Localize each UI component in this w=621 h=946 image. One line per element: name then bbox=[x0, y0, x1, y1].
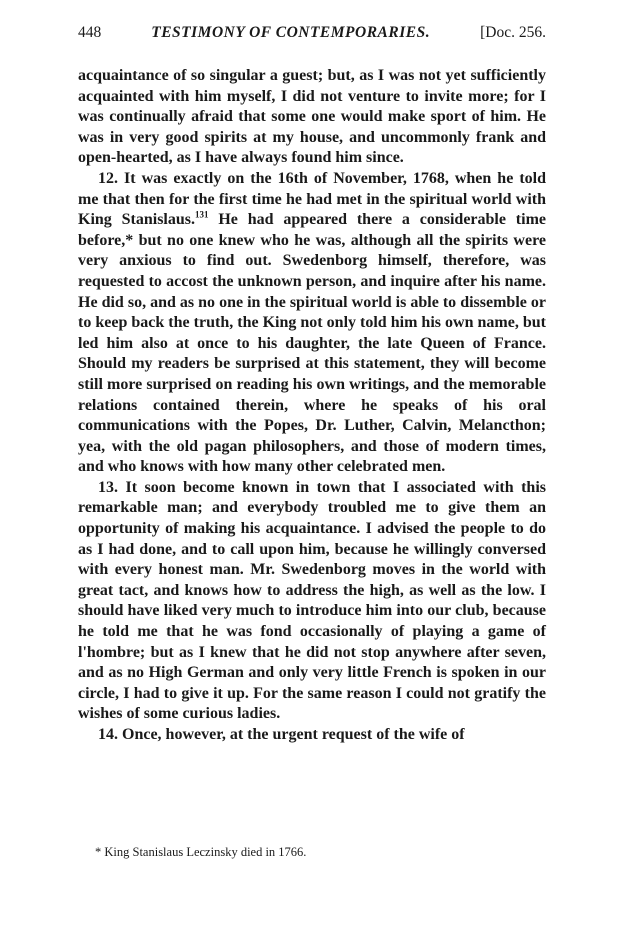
paragraph-12-text-after: He had appeared there a considerable time before,* but no one knew who he was, although all the spirits were very anxious to find out. Swedenborg himself, therefore, was requested to accost the unknown person, and inquire after his name. He did so, and as no one in the spiritual world is able to dissemble or to keep back the truth, the King not only told him his own name, but led him also at once to his daughter, the late Queen of France. Should my readers be surprised at this statement, they will become still more surprised on reading his own writings, and the memorable relations contained therein, where he speaks of his oral communications with the Popes, Dr. Luther, Calvin, Melancthon; yea, with the old pagan philosophers, and those of modern times, and who knows with how many other celebrated men. bbox=[78, 211, 546, 476]
paragraph-12-text-before: 12. It was exactly on the 16th of November, 1768, when he told me that then for the first time he had met in the spiritual world with King Stanislaus. bbox=[78, 169, 546, 229]
running-header bbox=[78, 24, 546, 46]
paragraph-12 bbox=[78, 169, 546, 478]
paragraph-continuation: acquaintance of so singular a guest; but, as I was not yet sufficiently acquainted with him myself, I did not venture to invite more; for I was continually afraid that some one would make sport of him. He was in very good spirits at my house, and uncommonly frank and open-hearted, as I have always found him since. bbox=[78, 67, 546, 167]
running-title: TESTIMONY OF CONTEMPORARIES. bbox=[151, 24, 431, 41]
paragraph-13: 13. It soon become known in town that I associated with this remarkable man; and everybody troubled me to give them an opportunity of making his acquaintance. I advised the people to do as I had done, and to call upon him, because he willingly conversed with every honest man. Mr. Swedenborg moves in the world with great tact, and knows how to address the high, as well as the low. I should have liked very much to introduce him into our club, because he told me that he was fond occasionally of playing a game of l'hombre; but as I knew that he did not stop anywhere after seven, and as no High German and only very little French is spoken in our circle, I had to give it up. For the same reason I could not gratify the wishes of some curious ladies. bbox=[78, 478, 546, 723]
footnote-reference-131: 131 bbox=[194, 209, 209, 220]
document-reference: [Doc. 256. bbox=[480, 24, 546, 41]
footnote: * King Stanislaus Leczinsky died in 1766. bbox=[95, 845, 307, 859]
paragraph-14: 14. Once, however, at the urgent request of the wife of bbox=[98, 726, 465, 743]
page bbox=[78, 24, 546, 746]
page-number: 448 bbox=[78, 24, 102, 41]
